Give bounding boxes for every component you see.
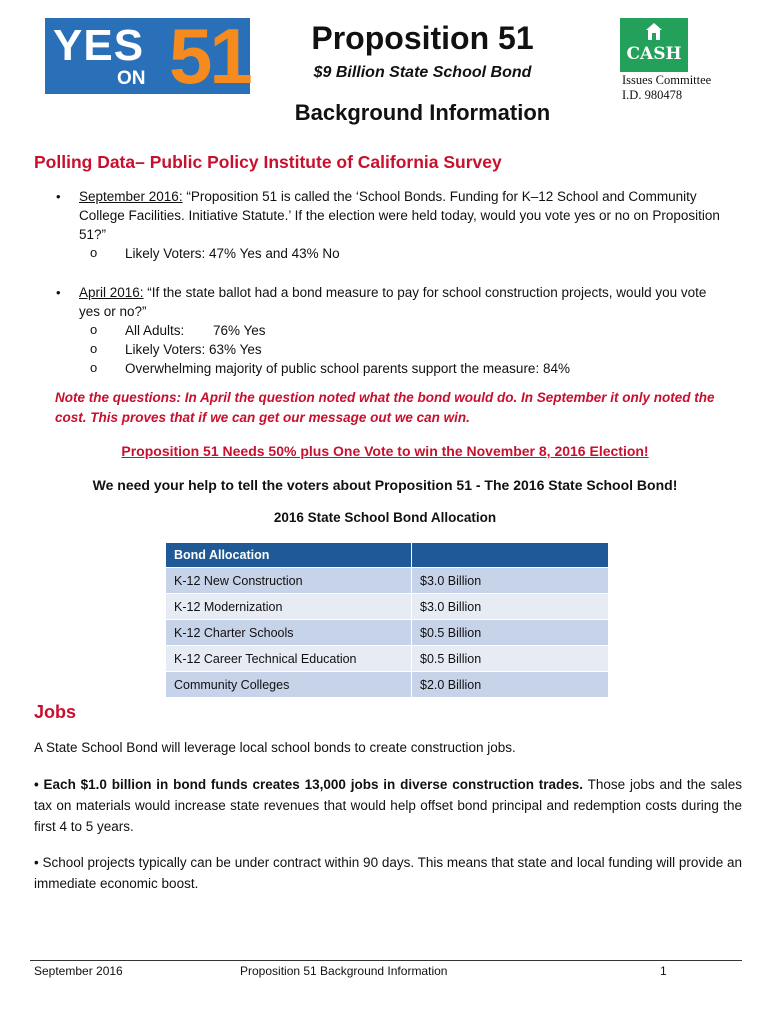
committee-id: I.D. 980478 — [622, 88, 683, 102]
allocation-title: 2016 State School Bond Allocation — [273, 510, 497, 525]
help-headline: We need your help to tell the voters about Proposition 51 - The 2016 State School Bond! — [92, 477, 678, 493]
table-header-cell — [412, 543, 609, 568]
table-header-row — [166, 543, 609, 568]
section-title: Background Information — [294, 100, 551, 125]
april-all-adults: All Adults: — [125, 323, 185, 338]
table-cell: $0.5 Billion — [412, 646, 609, 672]
note-line-2: cost. This proves that if we can get our message out we can win. — [55, 410, 470, 425]
table-cell: Community Colleges — [166, 672, 412, 698]
yes-on-51-logo — [45, 12, 250, 100]
logo-on-text: ON — [117, 68, 146, 89]
cash-logo-text: CASH — [626, 44, 682, 64]
committee-name: Issues Committee — [622, 73, 712, 87]
jobs-intro: A State School Bond will leverage local school bonds to create construction jobs. — [34, 740, 516, 755]
sub-bullet-icon: o — [90, 322, 98, 337]
note-text — [55, 388, 755, 428]
jobs-paragraph-1 — [34, 774, 742, 837]
page-number: 1 — [660, 964, 667, 978]
committee-info — [622, 73, 711, 103]
schoolhouse-icon — [644, 22, 664, 42]
jobs-heading: Jobs — [34, 702, 77, 722]
april-likely-voters: Likely Voters: 63% Yes — [125, 342, 262, 357]
september-date: September 2016: — [79, 189, 183, 204]
cash-logo — [620, 18, 688, 72]
april-bullet — [79, 283, 749, 321]
sub-bullet-icon: o — [90, 245, 98, 260]
table-cell: $0.5 Billion — [412, 620, 609, 646]
table-cell: $3.0 Billion — [412, 594, 609, 620]
april-text-1: “If the state ballot had a bond measure to pay for school construction projects, would you vote — [143, 285, 707, 300]
table-row — [166, 594, 609, 620]
table-cell: K-12 Modernization — [166, 594, 412, 620]
logo-number: 51 — [169, 12, 250, 100]
jobs-paragraph-2: • School projects typically can be under contract within 90 days. This means that state and local funding will provide an immediate economic boost. — [34, 855, 742, 891]
september-text-3: 51?” — [79, 227, 107, 242]
table-row — [166, 646, 609, 672]
table-cell: K-12 New Construction — [166, 568, 412, 594]
table-cell: K-12 Charter Schools — [166, 620, 412, 646]
table-cell: K-12 Career Technical Education — [166, 646, 412, 672]
table-row — [166, 568, 609, 594]
footer-title: Proposition 51 Background Information — [240, 964, 448, 978]
footer-divider — [30, 960, 742, 961]
september-text-2: College Facilities. Initiative Statute.’ If the election were held today, would you vote yes or no on Proposition — [79, 208, 720, 223]
needs-headline: Proposition 51 Needs 50% plus One Vote to win the November 8, 2016 Election! — [121, 443, 649, 459]
bullet-icon: • — [56, 189, 61, 204]
table-row — [166, 620, 609, 646]
footer-date: September 2016 — [34, 964, 123, 978]
page-title: Proposition 51 — [311, 20, 534, 56]
september-bullet — [79, 187, 749, 244]
page-subtitle: $9 Billion State School Bond — [313, 64, 532, 81]
april-parents: Overwhelming majority of public school parents support the measure: 84% — [125, 361, 570, 376]
jobs-paragraph-1-bold: • Each $1.0 billion in bond funds creates 13,000 jobs in diverse construction trades. — [34, 777, 584, 792]
polling-heading: Polling Data– Public Policy Institute of California Survey — [34, 152, 502, 172]
april-date: April 2016: — [79, 285, 144, 300]
april-text-2: yes or no?” — [79, 304, 147, 319]
table-cell: $3.0 Billion — [412, 568, 609, 594]
table-row — [166, 672, 609, 698]
september-text-1: “Proposition 51 is called the ‘School Bonds. Funding for K–12 School and Community — [182, 189, 697, 204]
allocation-table — [165, 542, 609, 698]
april-all-adults-value: 76% Yes — [213, 323, 266, 338]
logo-yes-text: YES — [53, 21, 145, 70]
sub-bullet-icon: o — [90, 360, 98, 375]
note-line-1: Note the questions: In April the question noted what the bond would do. In September it only noted the — [55, 390, 715, 405]
sub-bullet-icon: o — [90, 341, 98, 356]
table-cell: $2.0 Billion — [412, 672, 609, 698]
jobs-paragraph-1-rest: Those jobs and the sales tax on materials would increase state revenues that would help offset bond principal and redemption costs during the first 4 to 5 years. — [34, 777, 742, 834]
september-likely-voters: Likely Voters: 47% Yes and 43% No — [125, 246, 340, 261]
bullet-icon: • — [56, 285, 61, 300]
table-header-cell: Bond Allocation — [166, 543, 412, 568]
